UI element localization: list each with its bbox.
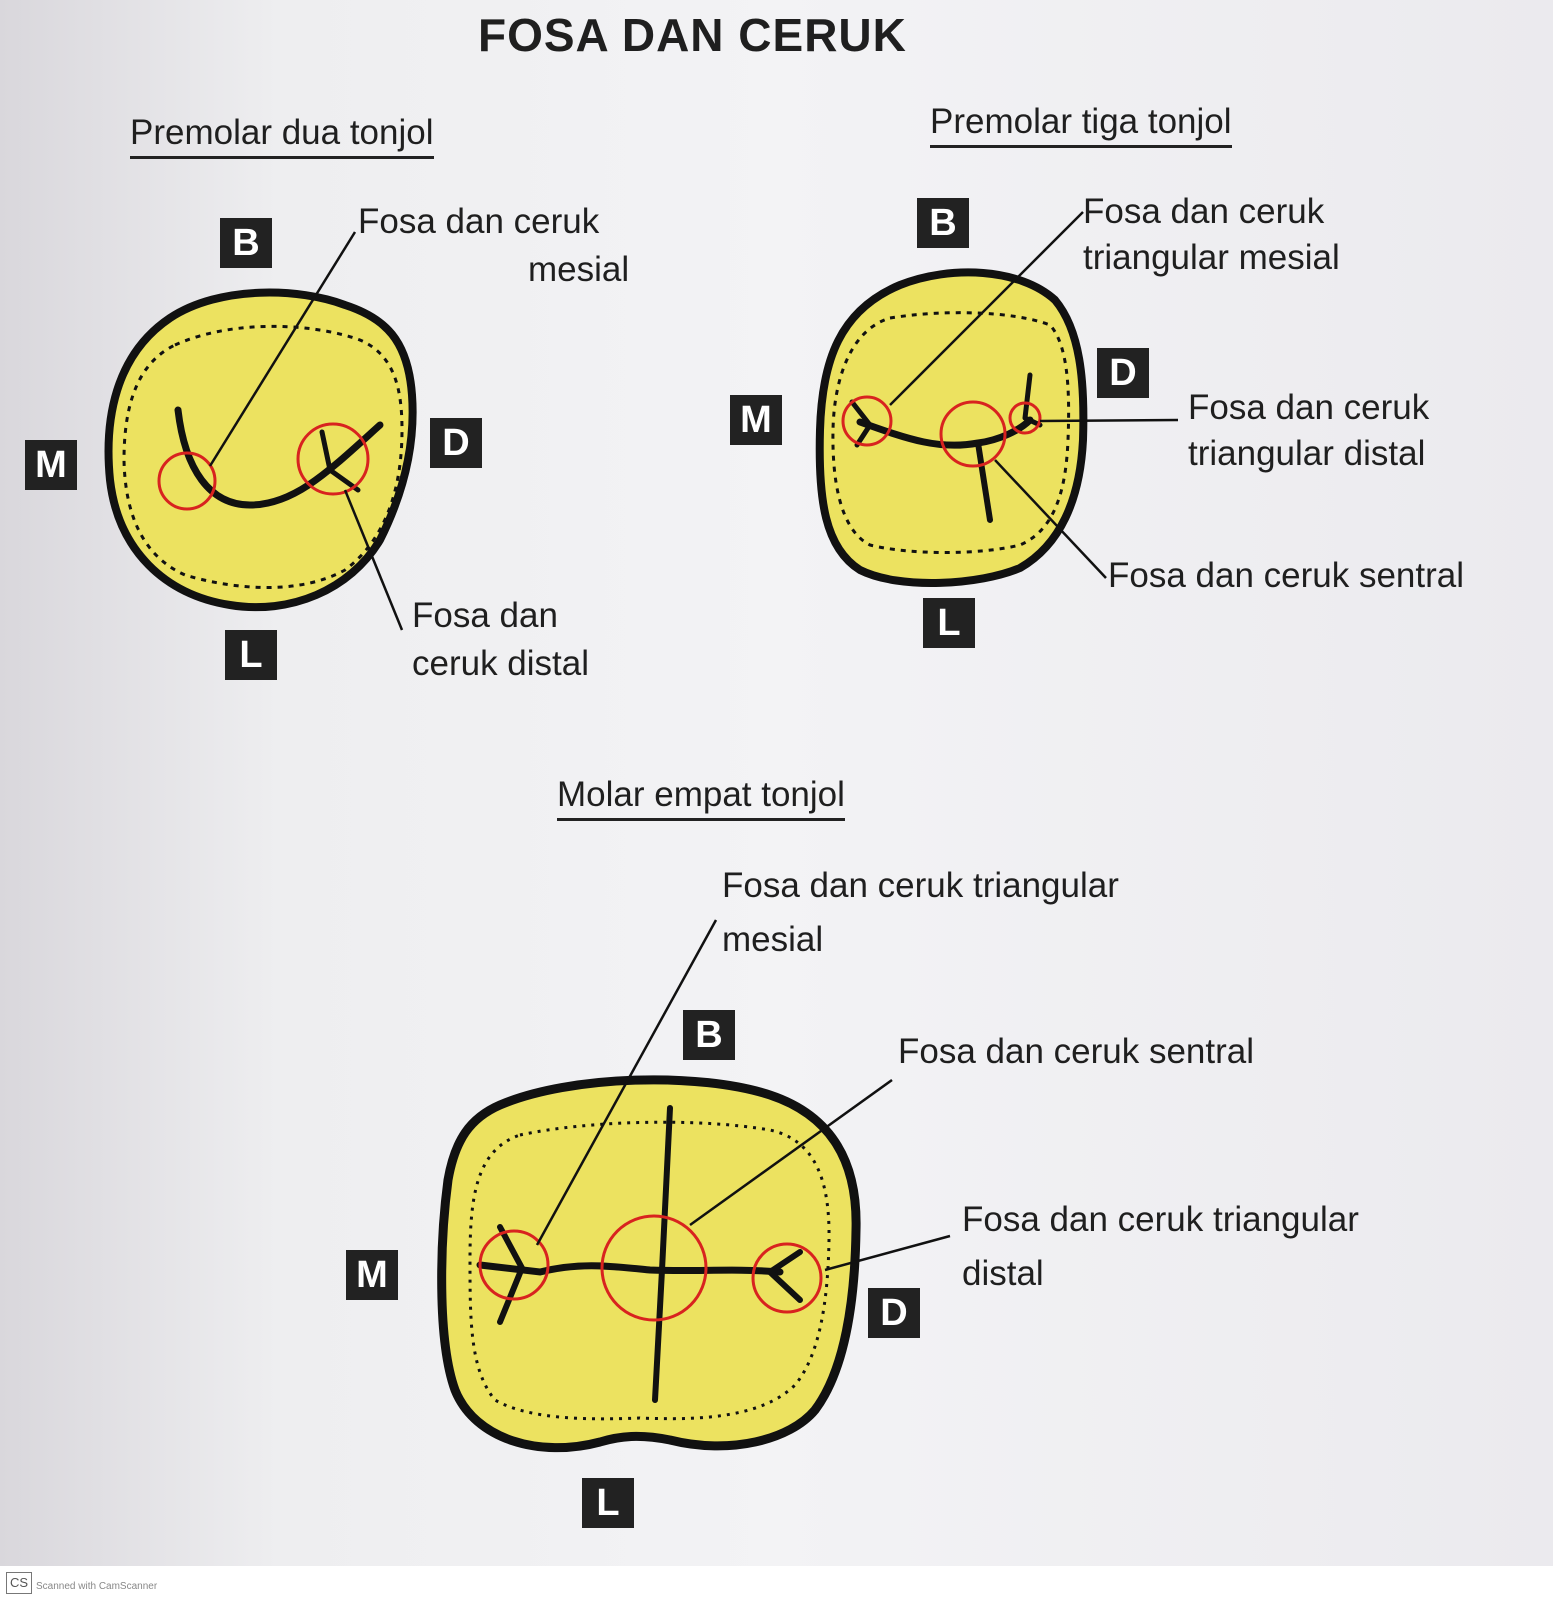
premolar-two-label-distal-line2: ceruk distal [412, 644, 590, 683]
molar-four-tooth [442, 920, 950, 1448]
premolar-two-badge-distal: D [430, 418, 482, 468]
premolar-two-tooth [109, 232, 413, 630]
premolar-three-label-mesial-line2: triangular mesial [1083, 238, 1340, 277]
premolar-two-badge-lingual: L [225, 630, 277, 680]
molar-four-label-distal-line1: Fosa dan ceruk triangular [962, 1200, 1359, 1239]
molar-four-badge-mesial: M [346, 1250, 398, 1300]
molar-four-label-mesial-line2: mesial [722, 920, 824, 959]
premolar-two-badge-buccal: B [220, 218, 272, 268]
premolar-three-label-distal-line1: Fosa dan ceruk [1188, 388, 1430, 427]
molar-four-label-mesial-line1: Fosa dan ceruk triangular [722, 866, 1119, 905]
molar-four-label-distal-line2: distal [962, 1254, 1044, 1293]
premolar-three-badge-lingual: L [923, 598, 975, 648]
premolar-two-label-distal-line1: Fosa dan [412, 596, 558, 635]
camscanner-logo: CS [6, 1572, 32, 1594]
premolar-three-label-distal-line2: triangular distal [1188, 434, 1426, 473]
premolar-three-heading: Premolar tiga tonjol [930, 102, 1232, 148]
molar-four-badge-distal: D [868, 1288, 920, 1338]
premolar-three-label-mesial-line1: Fosa dan ceruk [1083, 192, 1325, 231]
scanner-footer [0, 1566, 1553, 1600]
molar-four-badge-lingual: L [582, 1478, 634, 1528]
premolar-two-heading: Premolar dua tonjol [130, 113, 434, 159]
premolar-two-label-mesial-line2: mesial [528, 250, 630, 289]
camscanner-text: Scanned with CamScanner [36, 1581, 158, 1592]
page-title: FOSA DAN CERUK [478, 9, 907, 61]
premolar-two-label-mesial-line1: Fosa dan ceruk [358, 202, 600, 241]
molar-four-label-central: Fosa dan ceruk sentral [898, 1032, 1255, 1071]
premolar-two-badge-mesial: M [25, 440, 77, 490]
premolar-three-label-central: Fosa dan ceruk sentral [1108, 556, 1465, 595]
premolar-three-badge-buccal: B [917, 198, 969, 248]
molar-four-heading: Molar empat tonjol [557, 775, 845, 821]
premolar-three-badge-mesial: M [730, 395, 782, 445]
premolar-three-badge-distal: D [1097, 348, 1149, 398]
molar-four-badge-buccal: B [683, 1010, 735, 1060]
